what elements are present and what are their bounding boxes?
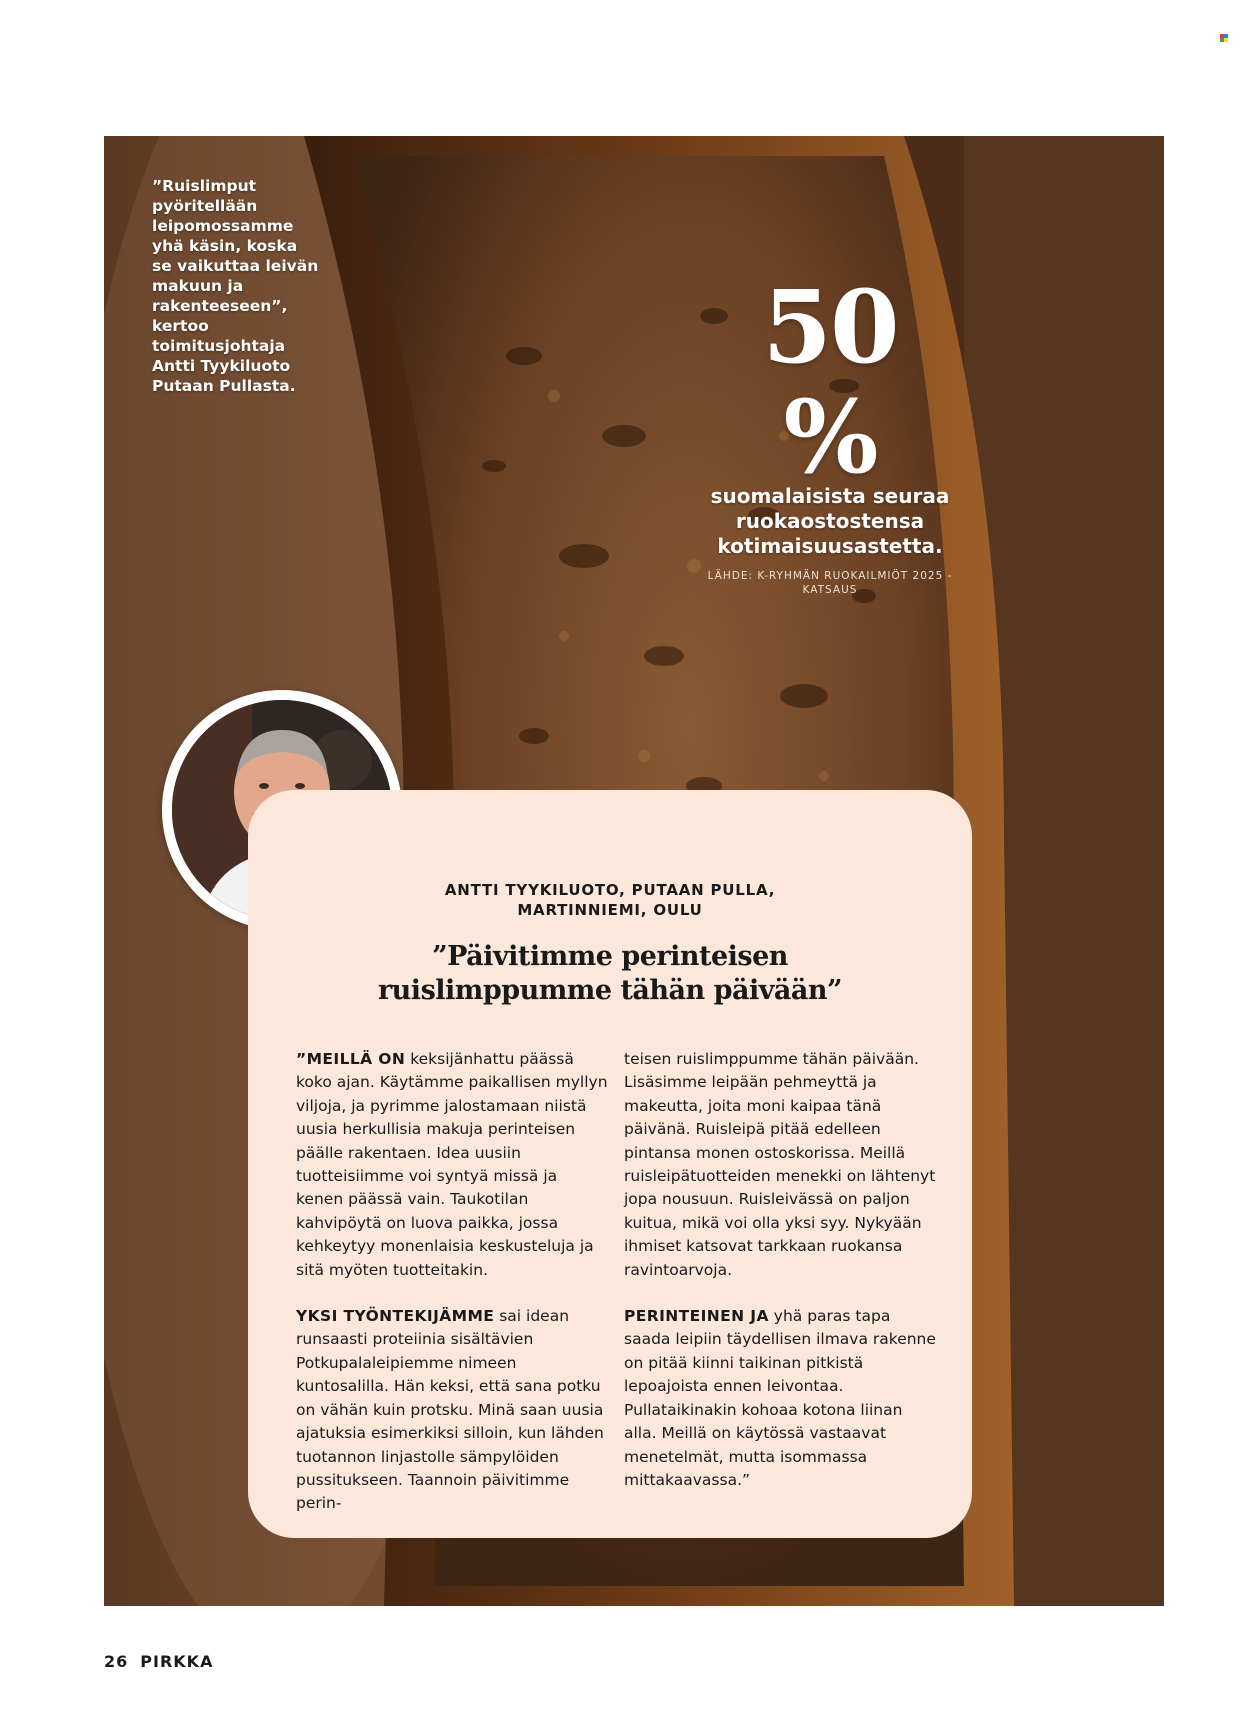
paragraph-text: yhä paras tapa saada leipiin täydellisen ilmava rakenne on pitää kiinni taikinan pitkistä lepoajoista ennen leivontaa. Pullataikinakin kohoaa kotona liinan alla. Meillä on käytössä vastaavat menetelmät, mutta isommassa mittakaavassa.” [624, 1307, 936, 1489]
side-quote: ”Ruislimput pyöritellään leipomossamme yhä käsin, koska se vaikuttaa leivän makuun ja rakenteeseen”, kertoo toimitusjohtaja Antti Tyykiluoto Putaan Pullasta. [152, 177, 319, 395]
interview-card [248, 790, 972, 1538]
stat-text: suomalaisista seuraa ruokaostostensa kotimaisuusastetta. [710, 484, 950, 558]
body-column-right [624, 1048, 936, 1515]
stat-source: LÄHDE: K-RYHMÄN RUOKAILMIÖT 2025 -KATSAUS [707, 570, 953, 596]
paragraph-text: keksijänhattu päässä koko ajan. Käytämme paikallisen myllyn viljoja, ja pyrimme jalostamaan niistä uusia herkullisia makuja perinteisen päälle rakentaen. Idea uusiin tuotteisiimme voi syntyä missä ja kenen päässä vain. Taukotilan kahvipöytä on luova paikka, jossa kehkeytyy monenlaisia keskusteluja ja sitä myöten tuotteitakin. [296, 1050, 608, 1279]
statistic-callout [700, 268, 960, 597]
paragraph-lead: YKSI TYÖNTEKIJÄMME [296, 1307, 495, 1326]
paragraph-1 [296, 1048, 608, 1282]
headline-line-2: ruislimppumme tähän päivään” [377, 975, 843, 1006]
stat-number: 50 % [762, 268, 898, 496]
byline-line-2: MARTINNIEMI, OULU [517, 901, 703, 919]
page-number: 26 [104, 1652, 129, 1671]
paragraph-lead: PERINTEINEN JA [624, 1307, 769, 1326]
paragraph-3 [624, 1305, 936, 1492]
byline [248, 880, 972, 920]
paragraph-2 [296, 1305, 608, 1516]
paragraph-text: sai idean runsaasti proteiinia sisältävien Potkupalaleipiemme nimeen kuntosalilla. Hän keksi, että sana potku on vähän kuin protsku. Minä saan uusia ajatuksia esimerkiksi silloin, kun lähden tuotannon linjastolle sämpylöiden pussitukseen. Taannoin päivitimme perin- [296, 1307, 604, 1513]
headline [248, 940, 972, 1008]
printer-color-mark [1220, 34, 1228, 42]
paragraph-lead: ”MEILLÄ ON [296, 1050, 406, 1068]
body-column-left [296, 1048, 608, 1539]
magazine-name: PIRKKA [140, 1652, 214, 1671]
page-footer [104, 1652, 213, 1671]
headline-line-1: ”Päivitimme perinteisen [432, 941, 788, 972]
byline-line-1: ANTTI TYYKILUOTO, PUTAAN PULLA, [444, 881, 776, 899]
paragraph-2-continued: teisen ruislimppumme tähän päivään. Lisäsimme leipään pehmeyttä ja makeutta, joita moni kaipaa tänä päivänä. Ruisleipä pitää edelleen pintansa monen ostoskorissa. Meillä ruisleipätuotteiden menekki on lähtenyt jopa nousuun. Ruisleivässä on paljon kuitua, mikä voi olla yksi syy. Nykyään ihmiset katsovat tarkkaan ruokansa ravintoarvoja. [624, 1050, 936, 1279]
